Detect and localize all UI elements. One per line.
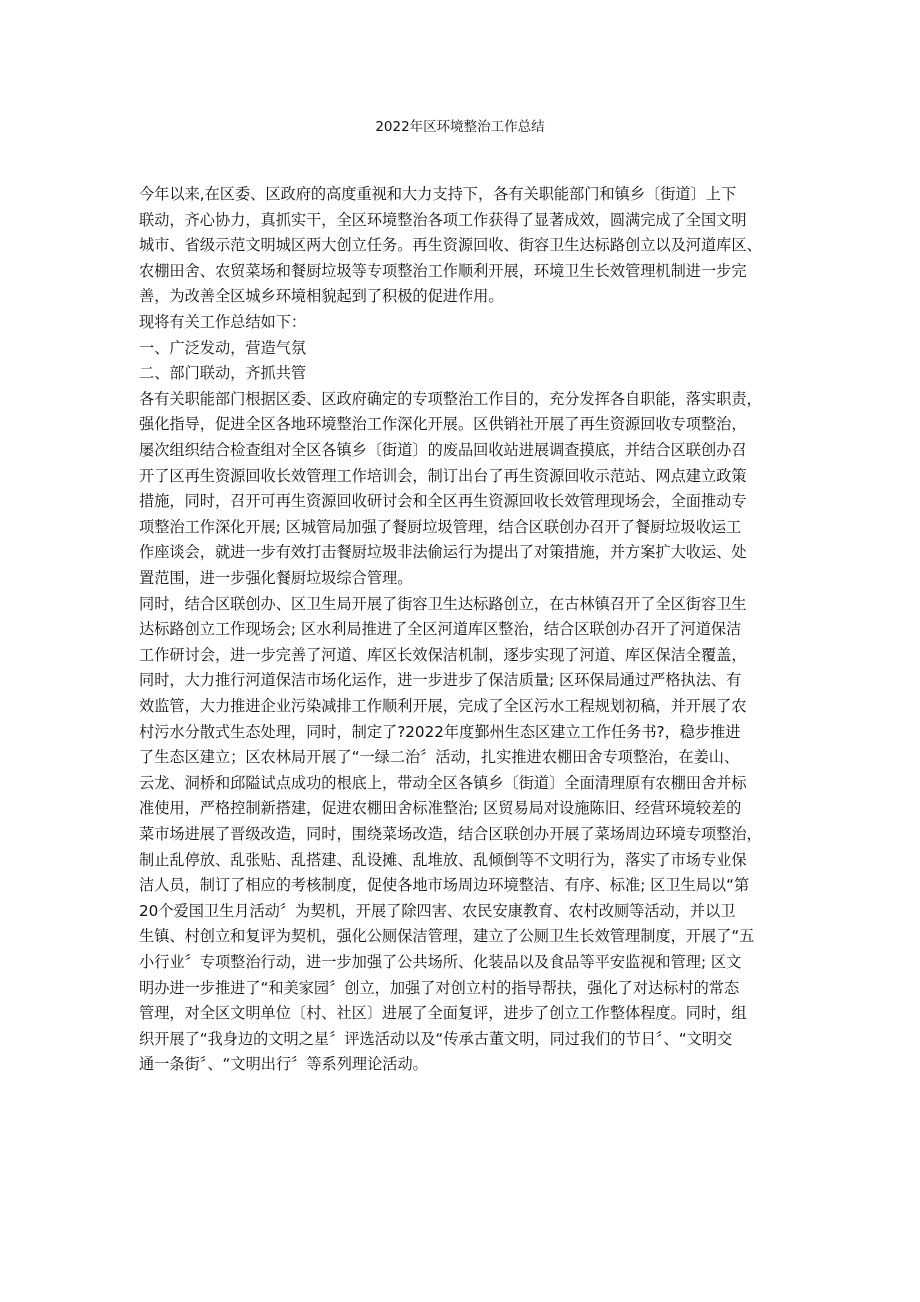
body-line: 同时，结合区联创办、区卫生局开展了街容卫生达标路创立，在古林镇召开了全区街容卫生 bbox=[139, 594, 747, 613]
document-title: 2022年区环境整治工作总结 bbox=[375, 119, 545, 135]
body-line: 联动，齐心协力，真抓实干，全区环境整治各项工作获得了显著成效，圆满完成了全国文明 bbox=[139, 210, 747, 229]
body-line: 生镇、村创立和复评为契机，强化公厕保洁管理，建立了公厕卫生长效管理制度，开展了“五 bbox=[139, 927, 755, 946]
body-line: 善，为改善全区城乡环境相貌起到了积极的促进作用。 bbox=[139, 287, 504, 306]
body-line: 准使用，严格控制新搭建，促进农棚田舍标准整治; 区贸易局对设施陈旧、经营环境较差的 bbox=[139, 799, 742, 818]
body-line: 开了区再生资源回收长效管理工作培训会，制订出台了再生资源回收示范站、网点建立政策 bbox=[139, 466, 747, 485]
body-line: 今年以来,在区委、区政府的高度重视和大力支持下，各有关职能部门和镇乡〔街道〕上下 bbox=[139, 185, 737, 203]
body-line: 洁人员，制订了相应的考核制度，促使各地市场周边环境整洁、有序、标准; 区卫生局以“第 bbox=[139, 876, 750, 895]
body-line: 各有关职能部门根据区委、区政府确定的专项整治工作目的，充分发挥各自职能，落实职责， bbox=[139, 389, 762, 408]
body-line: 20个爱国卫生月活动〞为契机，开展了除四害、农民安康教育、农村改厕等活动，并以卫 bbox=[139, 901, 736, 920]
body-line: 强化指导，促进全区各地环境整治工作深化开展。区供销社开展了再生资源回收专项整治， bbox=[139, 415, 747, 434]
body-line: 农棚田舍、农贸菜场和餐厨垃圾等专项整治工作顺利开展，环境卫生长效管理机制进一步完 bbox=[139, 261, 747, 280]
body-line: 同时，大力推行河道保洁市场化运作，进一步进步了保洁质量; 区环保局通过严格执法、有 bbox=[139, 671, 742, 690]
body-line: 屡次组织结合检查组对全区各镇乡〔街道〕的废品回收站进展调查摸底，并结合区联创办召 bbox=[139, 441, 747, 459]
body-line: 工作研讨会，进一步完善了河道、库区长效保洁机制，逐步实现了河道、库区保洁全覆盖， bbox=[139, 645, 747, 664]
body-line: 城市、省级示范文明城区两大创立任务。再生资源回收、街容卫生达标路创立以及河道库区、 bbox=[139, 236, 762, 255]
body-line: 小行业〞专项整治行动，进一步加强了公共场所、化装品以及食品等平安监视和管理; 区文 bbox=[139, 953, 742, 971]
body-line: 效监管，大力推进企业污染减排工作顺利开展，完成了全区污水工程规划初稿，并开展了农 bbox=[139, 697, 747, 715]
body-line: 了生态区建立；区农林局开展了“一绿二治〞活动，扎实推进农棚田舍专项整治，在姜山、 bbox=[139, 748, 740, 767]
body-line: 明办进一步推进了“和美家园〞创立，加强了对创立村的指导帮扶，强化了对达标村的常态 bbox=[139, 978, 740, 997]
body-line: 现将有关工作总结如下： bbox=[139, 313, 307, 331]
body-line: 二、部门联动，齐抓共管 bbox=[139, 364, 307, 383]
body-line: 措施，同时，召开可再生资源回收研讨会和全区再生资源回收长效管理现场会，全面推动专 bbox=[139, 492, 747, 511]
body-line: 置范围，进一步强化餐厨垃圾综合管理。 bbox=[139, 569, 413, 587]
body-line: 作座谈会，就进一步有效打击餐厨垃圾非法偷运行为提出了对策措施，并方案扩大收运、处 bbox=[139, 543, 747, 562]
body-line: 管理，对全区文明单位〔村、社区〕进展了全面复评，进步了创立工作整体程度。同时，组 bbox=[139, 1004, 747, 1023]
body-line: 织开展了“我身边的文明之星〞评选活动以及“传承古董文明，同过我们的节日〞、“文明交 bbox=[139, 1029, 733, 1048]
body-line: 菜市场进展了晋级改造，同时，围绕菜场改造，结合区联创办开展了菜场周边环境专项整治， bbox=[139, 825, 762, 843]
body-line: 制止乱停放、乱张贴、乱搭建、乱设摊、乱堆放、乱倾倒等不文明行为，落实了市场专业保 bbox=[139, 850, 747, 869]
body-line: 村污水分散式生态处理，同时，制定了?2022年度鄞州生态区建立工作任务书?，稳步推进 bbox=[139, 722, 741, 741]
body-line: 达标路创立工作现场会; 区水利局推进了全区河道库区整治，结合区联创办召开了河道保洁 bbox=[139, 620, 742, 639]
body-line: 一、广泛发动，营造气氛 bbox=[139, 338, 307, 357]
body-line: 通一条街〞、“文明出行〞等系列理论活动。 bbox=[139, 1055, 428, 1074]
body-line: 项整治工作深化开展; 区城管局加强了餐厨垃圾管理，结合区联创办召开了餐厨垃圾收运工 bbox=[139, 517, 742, 536]
body-line: 云龙、洞桥和邱隘试点成功的根底上，带动全区各镇乡〔街道〕全面清理原有农棚田舍并标 bbox=[139, 773, 747, 792]
